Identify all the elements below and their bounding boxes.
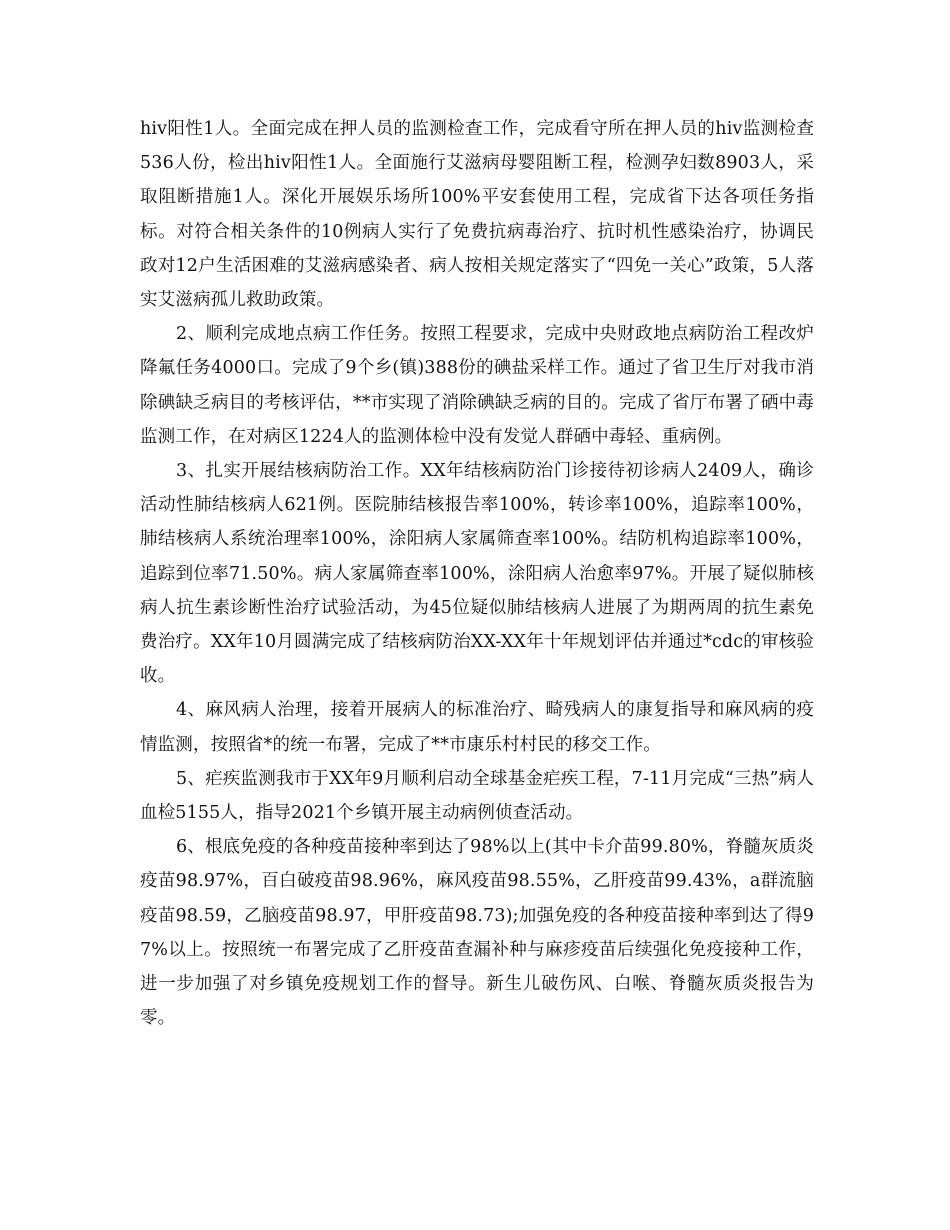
paragraph-tuberculosis: 3、扎实开展结核病防治工作。XX年结核病防治门诊接待初诊病人2409人，确诊活动性肺结核病人621例。医院肺结核报告率100%，转诊率100%，追踪率100%，肺结核病人系统治理率100%，涂阳病人家属筛查率100%。结防机构追踪率100%，追踪到位率71.50%。病人家属筛查率100%，涂阳病人治愈率97%。开展了疑似肺核病人抗生素诊断性治疗试验活动，为45位疑似肺结核病人进展了为期两周的抗生素免费治疗。XX年10月圆满完成了结核病防治XX-XX年十年规划评估并通过*cdc的审核验收。 [140,461,814,687]
paragraph-malaria: 5、疟疾监测我市于XX年9月顺利启动全球基金疟疾工程，7-11月完成“三热”病人血检5155人，指导2021个乡镇开展主动病例侦查活动。 [140,768,814,824]
paragraph-endemic-disease: 2、顺利完成地点病工作任务。按照工程要求，完成中央财政地点病防治工程改炉降氟任务4000口。完成了9个乡(镇)388份的碘盐采样工作。通过了省卫生厅对我市消除碘缺乏病目的考核评估，**市实现了消除碘缺乏病的目的。完成了省厅布署了硒中毒监测工作，在对病区1224人的监测体检中没有发觉人群硒中毒轻、重病例。 [140,324,814,447]
paragraph-leprosy: 4、麻风病人治理，接着开展病人的标准治疗、畸残病人的康复指导和麻风病的疫情监测，按照省*的统一布署，完成了**市康乐村村民的移交工作。 [140,700,814,755]
document-body [140,112,814,1035]
paragraph-immunization: 6、根底免疫的各种疫苗接种率到达了98%以上(其中卡介苗99.80%，脊髓灰质炎疫苗98.97%，百白破疫苗98.96%，麻风疫苗98.55%，乙肝疫苗99.43%，a群流脑疫苗98.59，乙脑疫苗98.97，甲肝疫苗98.73);加强免疫的各种疫苗接种率到达了得97%以上。按照统一布署完成了乙肝疫苗查漏补种与麻疹疫苗后续强化免疫接种工作，进一步加强了对乡镇免疫规划工作的督导。新生儿破伤风、白喉、脊髓灰质炎报告为零。 [140,837,814,1029]
paragraph-hiv-continuation: hiv阳性1人。全面完成在押人员的监测检查工作，完成看守所在押人员的hiv监测检查536人份，检出hiv阳性1人。全面施行艾滋病母婴阻断工程，检测孕妇数8903人，采取阻断措施1人。深化开展娱乐场所100%平安套使用工程，完成省下达各项任务指标。对符合相关条件的10例病人实行了免费抗病毒治疗、抗时机性感染治疗，协调民政对12户生活困难的艾滋病感染者、病人按相关规定落实了“四免一关心”政策，5人落实艾滋病孤儿救助政策。 [140,119,814,311]
